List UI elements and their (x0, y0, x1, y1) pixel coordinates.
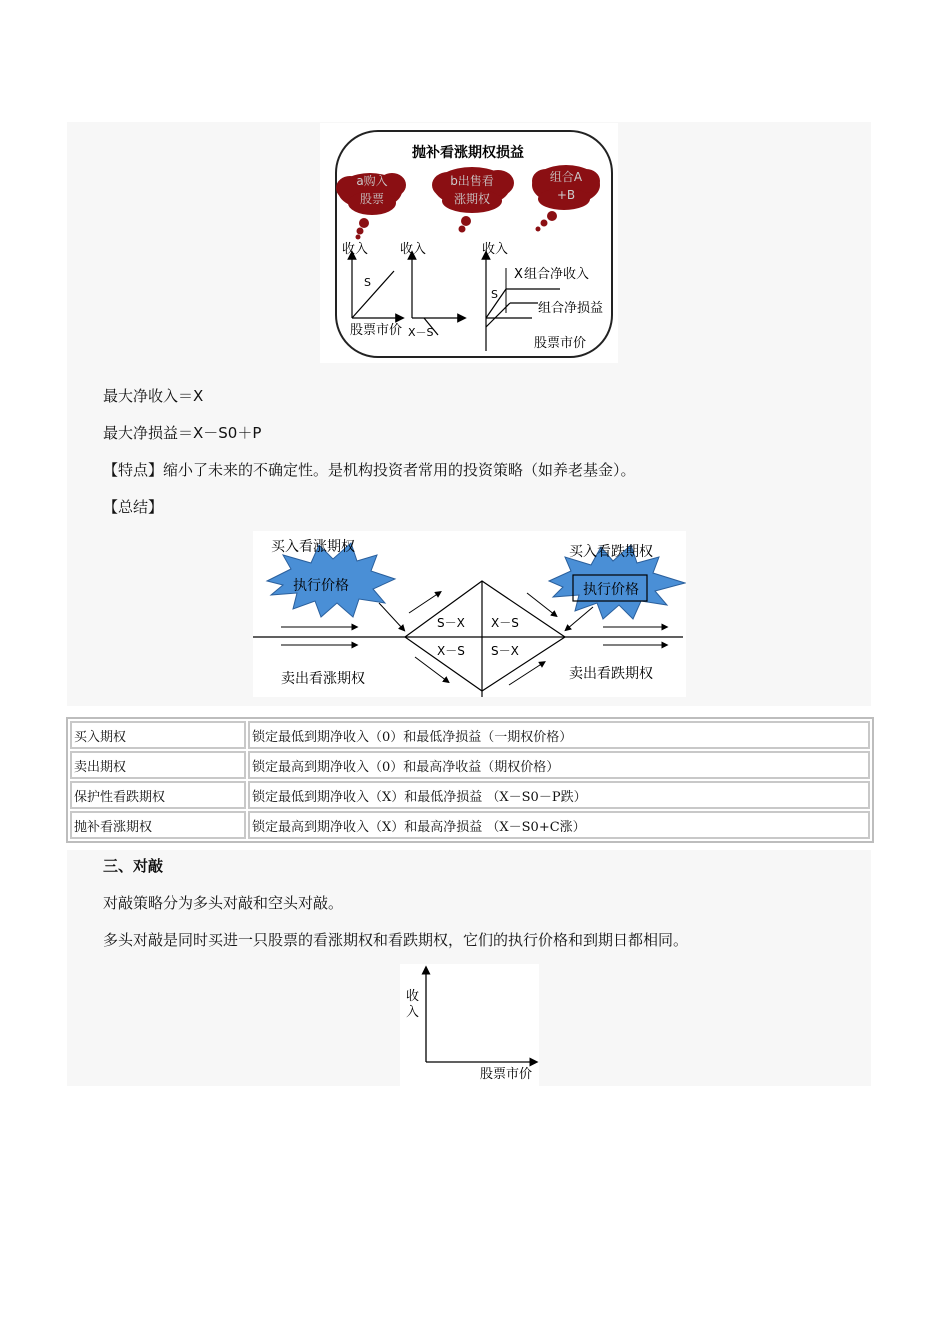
y-axis-label: 收入 (406, 989, 420, 1020)
strike-left-label: 执行价格 (293, 578, 349, 594)
row-name: 保护性看跌期权 (70, 781, 246, 809)
chart1-x-label: 股票市价 (350, 323, 403, 338)
row-desc: 锁定最高到期净收入（0）和最高净收益（期权价格） (248, 751, 870, 779)
table-row (70, 781, 870, 809)
chart2-y-label: 收入 (400, 242, 427, 257)
section-heading: 三、对敲 (103, 857, 164, 875)
arrow-diag-3 (527, 593, 555, 615)
straddle-axes-svg (400, 964, 539, 1086)
row-name: 卖出期权 (70, 751, 246, 779)
feature-text: 【特点】缩小了未来的不确定性。是机构投资者常用的投资策略（如养老基金）。 (103, 461, 636, 479)
summary-table (66, 717, 874, 843)
strike-right-label: 执行价格 (583, 582, 639, 598)
bubble-b-label-2: 涨期权 (453, 192, 491, 206)
straddle-axes-figure (400, 964, 539, 1086)
chart3-net-profit-label: 组合净损益 (538, 301, 604, 316)
covered-call-figure (320, 123, 618, 363)
arrow-diag-2 (409, 593, 439, 613)
sell-call-label: 卖出看涨期权 (281, 671, 365, 687)
table-row (70, 721, 870, 749)
row-desc: 锁定最低到期净收入（X）和最低净损益 （X－S0－P跌） (248, 781, 870, 809)
bubble-c-label-2: +B (556, 188, 576, 202)
row-name: 买入期权 (70, 721, 246, 749)
bubble-a-label-2: 股票 (359, 192, 385, 206)
chart3-x-label: 股票市价 (534, 336, 587, 351)
quadrant-top-right: X－S (491, 616, 519, 630)
quadrant-bottom-left: X－S (437, 644, 465, 658)
table-row (70, 751, 870, 779)
table-row (70, 811, 870, 839)
summary-heading: 【总结】 (103, 498, 164, 516)
bubble-c-label-1: 组合A (549, 170, 583, 184)
chart2-xs-label: X－S (408, 326, 434, 339)
bubble-b-label-1: b出售看 (450, 174, 494, 188)
buy-call-label: 买入看涨期权 (271, 539, 355, 555)
row-name: 抛补看涨期权 (70, 811, 246, 839)
chart3-x-marker: X (514, 267, 523, 282)
bubble-a-label-1: a购入 (356, 174, 388, 188)
section-para-1: 对敲策略分为多头对敲和空头对敲。 (103, 894, 344, 912)
sell-put-label: 卖出看跌期权 (569, 666, 653, 682)
arrow-diag-6 (509, 663, 543, 685)
chart3-net-income-label: 组合净收入 (524, 267, 590, 282)
summary-svg (253, 531, 686, 697)
chart3-y-label: 收入 (482, 242, 509, 257)
chart3-s-label: S (491, 288, 498, 301)
chart1-y-label: 收入 (342, 242, 369, 257)
x-axis-label: 股票市价 (480, 1067, 533, 1082)
diamond (405, 581, 565, 691)
row-desc: 锁定最高到期净收入（X）和最高净损益 （X－S0+C涨） (248, 811, 870, 839)
row-desc: 锁定最低到期净收入（0）和最低净损益（一期权价格） (248, 721, 870, 749)
arrow-diag-1 (379, 603, 403, 629)
section-para-2: 多头对敲是同时买进一只股票的看涨期权和看跌期权，它们的执行价格和到期日都相同。 (103, 931, 689, 949)
covered-call-svg (320, 123, 618, 363)
buy-put-label: 买入看跌期权 (569, 544, 653, 560)
quadrant-top-left: S－X (437, 616, 465, 630)
figure-title: 抛补看涨期权损益 (412, 145, 524, 161)
arrow-diag-4 (567, 607, 593, 629)
chart1-s-label: S (364, 276, 371, 289)
max-profit-text: 最大净损益＝X－S0＋P (103, 424, 262, 442)
max-income-text: 最大净收入＝X (103, 387, 204, 405)
summary-figure (253, 531, 686, 697)
arrow-diag-5 (415, 657, 447, 681)
quadrant-bottom-right: S－X (491, 644, 519, 658)
